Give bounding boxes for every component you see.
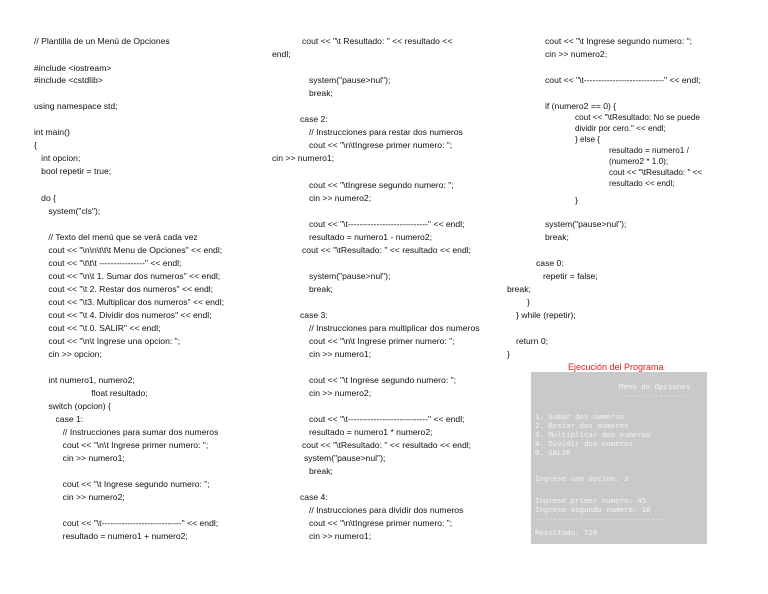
code-line: } [527,297,530,307]
code-line: cout << "\t----------------------------" << endl; [309,414,465,424]
code-line: // Instrucciones para restar dos numeros [309,127,463,137]
code-line: cin >> numero1; [272,153,335,163]
code-line: cout << "\n\tIngrese primer numero: "; [309,518,453,528]
console-output-panel [531,372,707,544]
code-line: dividir por cero." << endl; [575,124,666,133]
code-line: // Instrucciones para multiplicar dos numeros [309,323,480,333]
code-line: resultado = numero1 + numero2; [34,531,188,541]
code-line: int numero1, numero2; [34,375,135,385]
console-line: Menu de Opciones [619,382,691,391]
code-line: cout << "\tResultado: " << resultado << endl; [302,440,472,450]
code-line: cout << "\tResultado: No se puede [575,113,700,122]
code-line: } else { [575,135,601,144]
console-line: 2. Restar dos numeros [535,421,629,430]
code-line: endl; [272,49,291,59]
console-line: Ingrese segundo numero: 16 [535,505,651,514]
code-line: case 4: [300,492,328,502]
code-line: do { [34,193,56,203]
code-line: cout << "\n\n\t\t\t Menu de Opciones" << endl; [34,245,223,255]
code-line: break; [309,88,333,98]
code-line: resultado = numero1 - numero2; [309,232,433,242]
code-line: if (numero2 == 0) { [545,101,617,111]
code-line: cout << "\n\t Ingrese primer numero: "; [34,440,209,450]
code-line: cin >> numero2; [34,492,125,502]
code-line: cout << "\t Ingrese segundo numero: "; [309,375,457,385]
code-line: system("pause>nul"); [309,271,391,281]
code-line: float resultado; [34,388,148,398]
code-line: } [507,349,510,359]
code-line: system("pause>nul"); [545,219,627,229]
code-line: case 2: [300,114,328,124]
code-line: using namespace std; [34,101,118,111]
code-line: cout << "\t Resultado: " << resultado << [302,36,453,46]
code-line: cout << "\t Ingrese segundo numero: "; [34,479,210,489]
code-line: cout << "\t 4. Dividir dos numeros" << endl; [34,310,212,320]
code-line: // Instrucciones para sumar dos numeros [34,427,219,437]
code-line: cout << "\t3. Multiplicar dos numeros" << endl; [34,297,225,307]
code-line: cin >> numero1; [309,349,372,359]
code-line: cout << "\t\t\t ----------------" << endl; [34,258,182,268]
code-line: resultado << endl; [609,179,675,188]
code-line: return 0; [516,336,549,346]
console-line: 0. SALIR [535,448,571,457]
code-line: cout << "\t Ingrese segundo numero: "; [545,36,693,46]
execution-title: Ejecución del Programa [568,362,664,372]
code-line: } while (repetir); [516,310,576,320]
console-line: Ingrese primer numero: 45 [535,496,647,505]
code-line: switch (opcion) { [34,401,111,411]
code-line: break; [507,284,531,294]
code-line: resultado = numero1 / [609,146,689,155]
code-line: cout << "\n\t 1. Sumar dos numeros" << endl; [34,271,221,281]
code-line: // Texto del menú que se verá cada vez [34,232,198,242]
code-line: cout << "\tResultado: " << resultado << endl; [302,245,472,255]
code-line: cout << "\n\tIngrese primer numero: "; [309,140,453,150]
code-line: cin >> numero2; [309,388,372,398]
code-line: cin >> opcion; [34,349,102,359]
code-line: cout << "\t----------------------------" << endl; [545,75,701,85]
code-line: cout << "\n\t Ingrese una opcion: "; [34,336,181,346]
code-line: cin >> numero2; [545,49,608,59]
code-line: system("pause>nul"); [309,75,391,85]
code-line: cin >> numero1; [309,531,372,541]
code-line: #include <cstdlib> [34,75,103,85]
code-line: cout << "\t----------------------------" << endl; [34,518,219,528]
code-line: system("cls"); [34,206,101,216]
code-line: { [34,140,37,150]
code-line: // Instrucciones para dividir dos numeros [309,505,464,515]
console-line: 1. Sumar dos numeros [535,412,624,421]
code-line: } [575,195,578,205]
code-line: cout << "\tResultado: " << [609,168,703,177]
code-line: int main() [34,127,70,137]
code-line: break; [309,284,333,294]
code-line: cout << "\t 2. Restar dos numeros" << endl; [34,284,214,294]
console-line: 3. Multiplicar dos numeros [535,430,651,439]
console-line: Resultado: 720 [535,528,598,537]
code-line: case 1: [34,414,84,424]
code-line: repetir = false; [543,271,598,281]
console-line: ---------------- [619,391,691,400]
code-line: break; [309,466,333,476]
code-line: (numero2 * 1.0); [609,157,669,166]
code-line: case 3: [300,310,328,320]
code-line: cout << "\t----------------------------" << endl; [309,219,465,229]
console-line: ------------------------------ [535,515,669,524]
console-line: Ingrese una opcion: 3 [535,474,629,483]
code-line: cout << "\t 0. SALIR" << endl; [34,323,161,333]
code-line: cin >> numero2; [309,193,372,203]
code-line: cout << "\n\t Ingrese primer numero: "; [309,336,455,346]
code-line: // Plantilla de un Menú de Opciones [34,36,170,46]
code-line: cout << "\tIngrese segundo numero: "; [309,180,454,190]
code-line: int opcion; [34,153,81,163]
code-line: system("pause>nul"); [304,453,386,463]
code-line: break; [545,232,569,242]
code-line: resultado = numero1 * numero2; [309,427,433,437]
code-line: cin >> numero1; [34,453,125,463]
code-line: case 0: [536,258,564,268]
code-line: bool repetir = true; [34,166,112,176]
console-line: 4. Dividir dos numeros [535,439,633,448]
code-line: #include <iostream> [34,63,112,73]
